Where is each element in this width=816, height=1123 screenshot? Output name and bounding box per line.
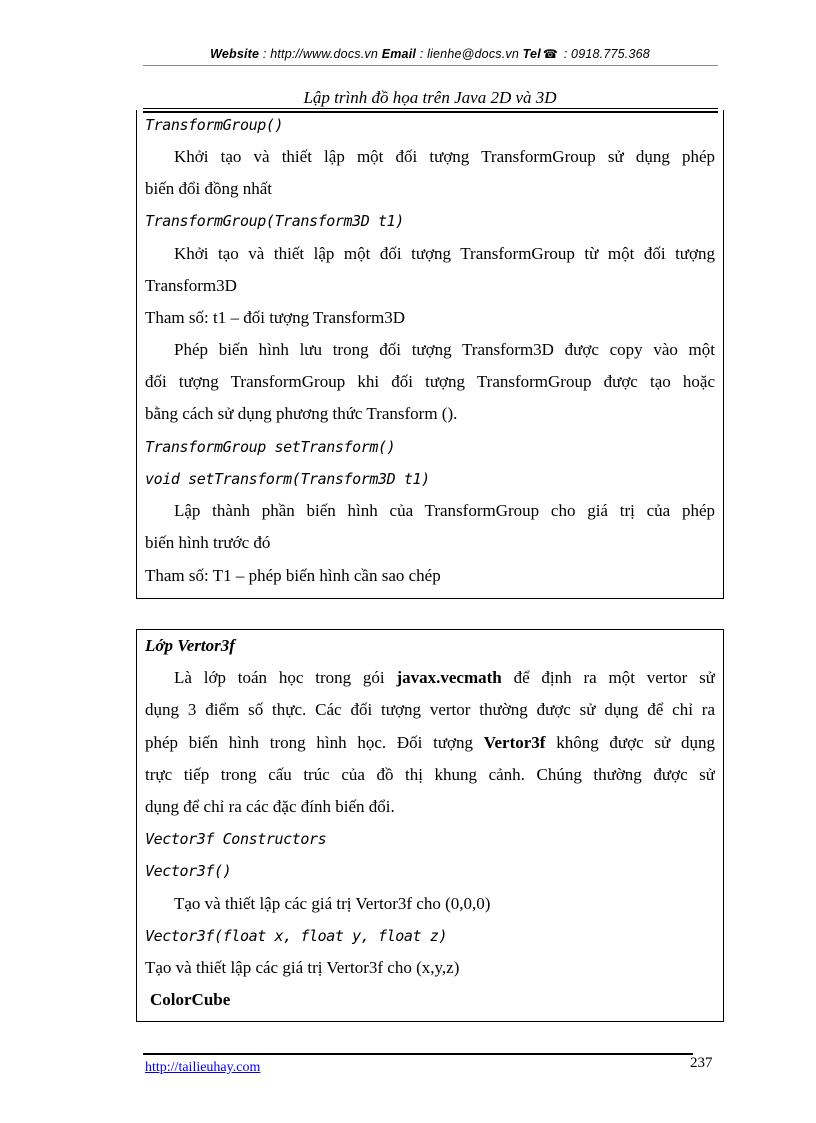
paragraph-line: dụng 3 điểm số thực. Các đối tượng vertor thường được sử dụng để chỉ ra xyxy=(145,700,715,719)
footer-divider xyxy=(143,1053,693,1055)
section-heading: Lớp Vertor3f xyxy=(145,636,235,655)
paragraph-line: Transform3D xyxy=(145,276,237,295)
paragraph-line: biến hình trước đó xyxy=(145,533,271,552)
paragraph-line: Tạo và thiết lập các giá trị Vertor3f cho (0,0,0) xyxy=(174,894,491,913)
website-label: Website xyxy=(210,47,260,61)
document-title: Lập trình đồ họa trên Java 2D và 3D xyxy=(303,88,557,107)
code-line: TransformGroup() xyxy=(145,116,284,134)
paragraph-line: đối tượng TransformGroup khi đối tượng TransformGroup được tạo hoặc xyxy=(145,372,715,391)
paragraph-line xyxy=(145,733,715,753)
footer-link[interactable] xyxy=(145,1060,272,1076)
email-address: : lienhe@docs.vn xyxy=(416,47,523,61)
paragraph-line xyxy=(174,668,715,688)
title-rule-thin xyxy=(143,108,718,109)
paragraph-line: trực tiếp trong cấu trúc của đồ thị khung cảnh. Chúng thường được sử xyxy=(145,765,715,784)
text-run: để định ra một vertor sử xyxy=(501,668,715,687)
code-line: Vector3f(float x, float y, float z) xyxy=(145,927,448,945)
class-name: Vertor3f xyxy=(483,733,546,752)
tel-number: : 0918.775.368 xyxy=(560,47,650,61)
parameter-line: Tham số: t1 – đối tượng Transform3D xyxy=(145,308,405,327)
paragraph-line: Lập thành phần biến hình của TransformGroup cho giá trị của phép xyxy=(174,501,715,520)
transformgroup-box xyxy=(136,110,724,599)
paragraph-line: Phép biến hình lưu trong đối tượng Transform3D được copy vào một xyxy=(174,340,715,359)
vertor3f-box xyxy=(136,629,724,1022)
code-line: TransformGroup(Transform3D t1) xyxy=(145,212,404,230)
email-label: Email xyxy=(381,47,417,61)
parameter-line: Tham số: T1 – phép biến hình cần sao chép xyxy=(145,566,441,585)
code-line: TransformGroup setTransform() xyxy=(145,438,396,456)
text-run: phép biến hình trong hình học. Đối tượng xyxy=(145,733,484,752)
code-line: void setTransform(Transform3D t1) xyxy=(145,470,430,488)
paragraph-line: Khởi tạo và thiết lập một đối tượng TransformGroup từ một đối tượng xyxy=(174,244,715,263)
tel-label: Tel xyxy=(522,47,541,61)
colorcube-heading: ColorCube xyxy=(150,990,231,1009)
website-header xyxy=(143,47,717,61)
website-url: : http://www.docs.vn xyxy=(259,47,382,61)
text-run: Là lớp toán học trong gói xyxy=(174,668,397,687)
header-divider xyxy=(143,65,718,66)
paragraph-line: biến đổi đồng nhất xyxy=(145,179,273,198)
text-run: không được sử dụng xyxy=(545,733,715,752)
package-name: javax.vecmath xyxy=(396,668,502,687)
paragraph-line: Khởi tạo và thiết lập một đối tượng TransformGroup sử dụng phép xyxy=(174,147,715,166)
paragraph-line: bằng cách sử dụng phương thức Transform (). xyxy=(145,404,458,423)
footer-link-text: http://tailieuhay.com xyxy=(145,1060,261,1075)
code-line: Vector3f() xyxy=(145,862,232,880)
paragraph-line: dụng để chỉ ra các đặc đính biến đổi. xyxy=(145,797,395,816)
paragraph-line: Tạo và thiết lập các giá trị Vertor3f cho (x,y,z) xyxy=(145,958,460,977)
page-number: 237 xyxy=(690,1055,713,1071)
code-line: Vector3f Constructors xyxy=(145,830,327,848)
phone-icon: ☎ xyxy=(542,47,559,61)
